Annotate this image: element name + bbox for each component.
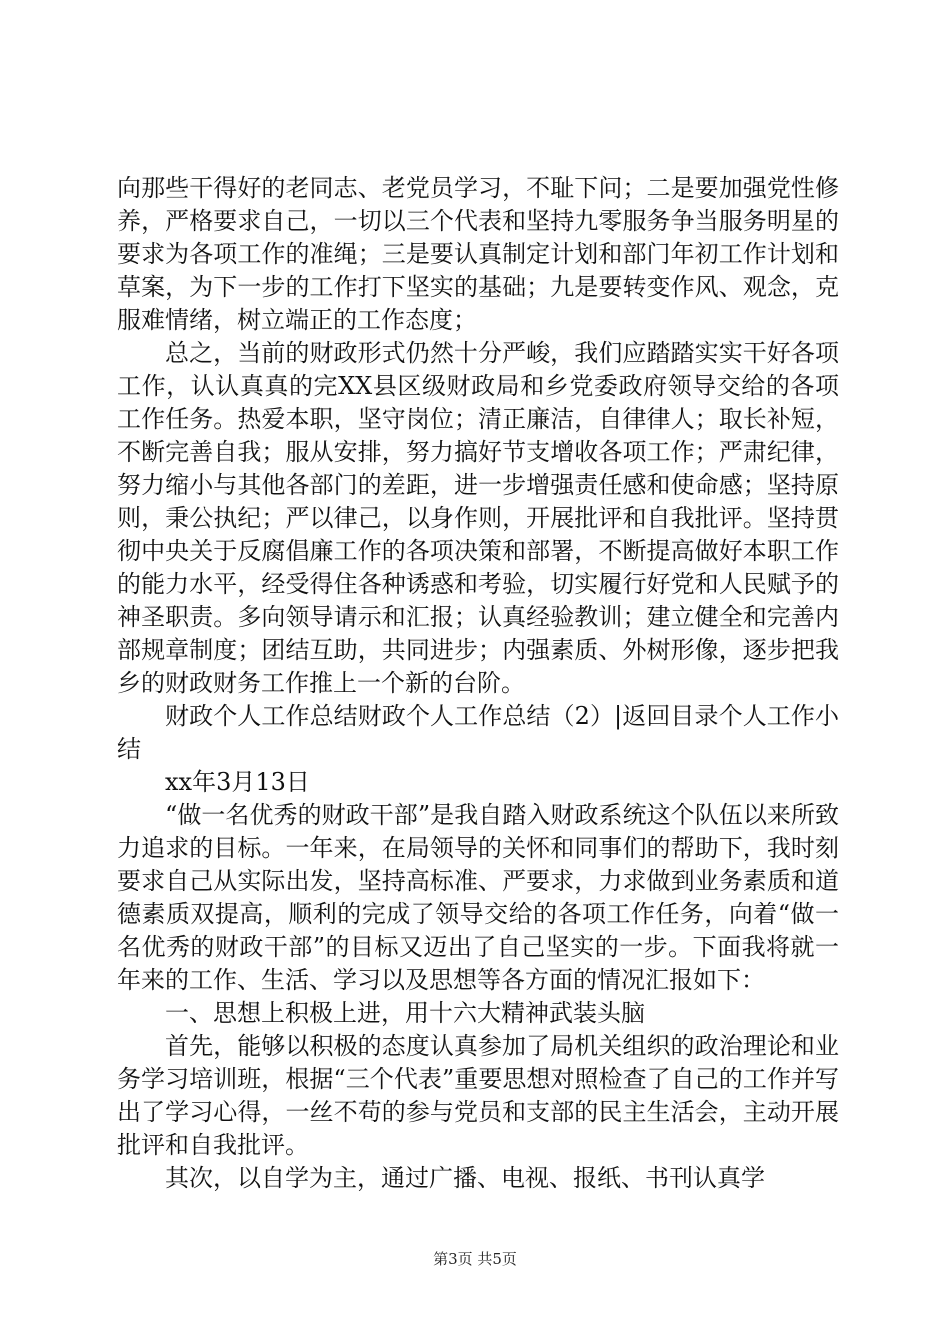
paragraph-second: 其次，以自学为主，通过广播、电视、报纸、书刊认真学 — [165, 1164, 765, 1192]
document-body — [117, 172, 839, 1195]
paragraph-summary: 总之，当前的财政形式仍然十分严峻，我们应踏踏实实干好各项工作，认认真真的完XX县区级财政局和乡党委政府领导交给的各项工作任务。热爱本职，坚守岗位；清正廉洁，自律律人；取长补短，不断完善自我；服从安排，努力搞好节支增收各项工作；严肃纪律，努力缩小与其他各部门的差距，进一步增强责任感和使命感；坚持原则，秉公执纪；严以律己，以身作则，开展批评和自我批评。坚持贯彻中央关于反腐倡廉工作的各项决策和部署，不断提高做好本职工作的能力水平，经受得住各种诱惑和考验，切实履行好党和人民赋予的神圣职责。多向领导请示和汇报；认真经验教训；建立健全和完善内部规章制度；团结互助，共同进步；内强素质、外树形像，逐步把我乡的财政财务工作推上一个新的台阶。 — [117, 339, 839, 697]
subheading-thought: 一、思想上积极上进，用十六大精神武装头脑 — [165, 999, 645, 1027]
paragraph-intro: “做一名优秀的财政干部”是我自踏入财政系统这个队伍以来所致力追求的目标。一年来，在局领导的关怀和同事们的帮助下，我时刻要求自己从实际出发，坚持高标准、严要求，力求做到业务素质和道德素质双提高，顺利的完成了领导交给的各项工作任务，向着“做一名优秀的财政干部”的目标又迈出了自己坚实的一步。下面我将就一年来的工作、生活、学习以及思想等各方面的情况汇报如下： — [117, 801, 839, 994]
paragraph-continued: 向那些干得好的老同志、老党员学习，不耻下问；二是要加强党性修养，严格要求自己，一切以三个代表和坚持九零服务争当服务明星的要求为各项工作的准绳；三是要认真制定计划和部门年初工作计划和草案，为下一步的工作打下坚实的基础；九是要转变作风、观念，克服难情绪，树立端正的工作态度； — [117, 174, 839, 334]
date-line: xx年3月13日 — [165, 768, 310, 796]
page-footer: 第3页 共5页 — [433, 1250, 517, 1268]
section-heading-line: 财政个人工作总结财政个人工作总结（2）|返回目录个人工作小结 — [117, 702, 839, 763]
paragraph-first: 首先，能够以积极的态度认真参加了局机关组织的政治理论和业务学习培训班，根据“三个代表”重要思想对照检查了自己的工作并写出了学习心得，一丝不苟的参与党员和支部的民主生活会，主动开展批评和自我批评。 — [117, 1032, 839, 1159]
